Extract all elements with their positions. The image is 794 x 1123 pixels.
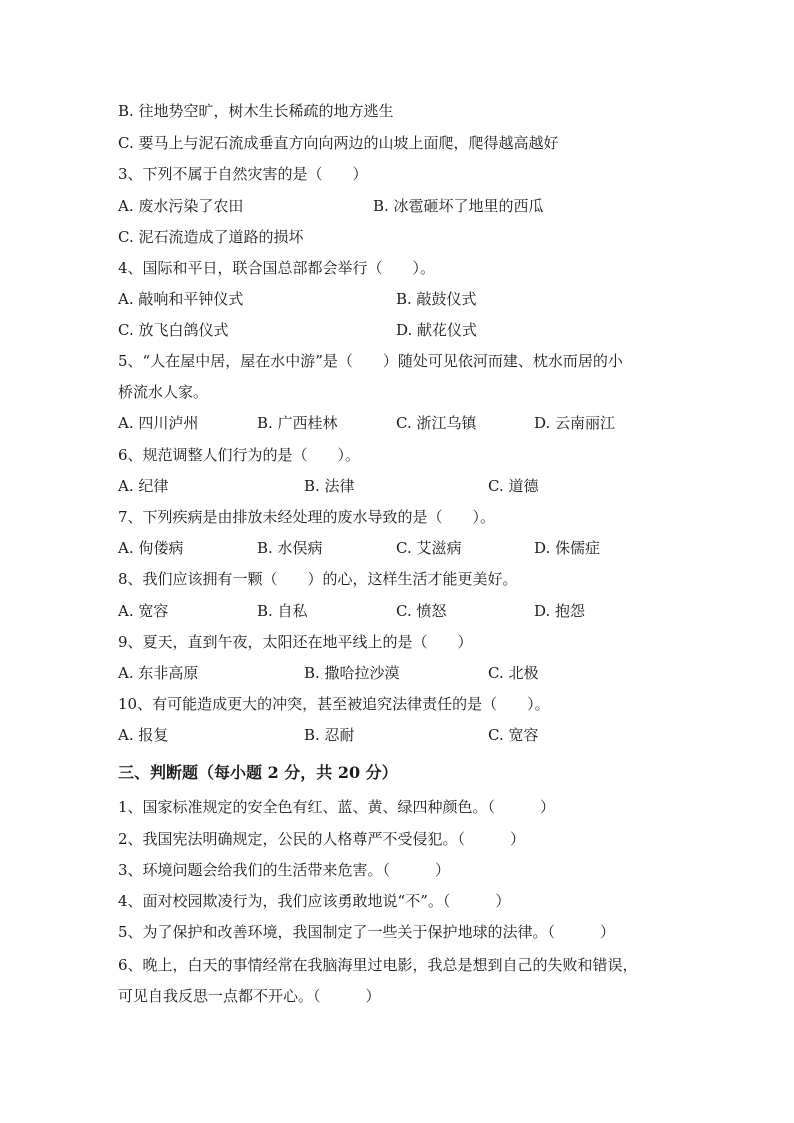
q4-option-a: A. 敲响和平钟仪式 — [118, 290, 244, 308]
question-8: 8、我们应该拥有一颗（ ）的心，这样生活才能更美好。 — [118, 570, 518, 588]
q5-option-c: C. 浙江乌镇 — [396, 414, 477, 432]
question-9: 9、夏天，直到午夜，太阳还在地平线上的是（ ） — [118, 633, 473, 651]
q4-option-c: C. 放飞白鸽仪式 — [118, 321, 229, 339]
q2-option-c: C. 要马上与泥石流成垂直方向向两边的山坡上面爬，爬得越高越好 — [118, 134, 559, 152]
q3-option-b: B. 冰雹砸坏了地里的西瓜 — [373, 197, 544, 215]
q7-option-a: A. 佝偻病 — [118, 539, 184, 557]
q10-option-b: B. 忍耐 — [304, 726, 355, 744]
q10-option-c: C. 宽容 — [488, 726, 539, 744]
q8-option-b: B. 自私 — [257, 602, 308, 620]
judgement-3: 3、环境问题会给我们的生活带来危害。（ ） — [118, 861, 451, 879]
judgement-4: 4、面对校园欺凌行为，我们应该勇敢地说“不”。（ ） — [118, 892, 511, 910]
judgement-6-line-2: 可见自我反思一点都不开心。（ ） — [118, 987, 381, 1005]
q9-option-c: C. 北极 — [488, 664, 539, 682]
question-6: 6、规范调整人们行为的是（ ）。 — [118, 446, 361, 464]
q4-option-d: D. 献花仪式 — [396, 321, 478, 339]
q6-option-b: B. 法律 — [304, 477, 355, 495]
q10-option-a: A. 报复 — [118, 726, 169, 744]
q5-option-d: D. 云南丽江 — [534, 414, 616, 432]
q4-option-b: B. 敲鼓仪式 — [396, 290, 477, 308]
question-5-line-2: 桥流水人家。 — [118, 383, 209, 401]
q6-option-a: A. 纪律 — [118, 477, 169, 495]
section-3-heading: 三、判断题（每小题 2 分，共 20 分） — [118, 763, 398, 782]
judgement-2: 2、我国宪法明确规定，公民的人格尊严不受侵犯。（ ） — [118, 830, 526, 848]
question-4: 4、国际和平日，联合国总部都会举行（ ）。 — [118, 259, 436, 277]
q5-option-b: B. 广西桂林 — [257, 414, 338, 432]
q6-option-c: C. 道德 — [488, 477, 539, 495]
q7-option-c: C. 艾滋病 — [396, 539, 462, 557]
q3-option-a: A. 废水污染了农田 — [118, 197, 244, 215]
q2-option-b: B. 往地势空旷，树木生长稀疏的地方逃生 — [118, 102, 394, 120]
q8-option-c: C. 愤怒 — [396, 602, 447, 620]
q3-option-c: C. 泥石流造成了道路的损坏 — [118, 228, 304, 246]
q8-option-d: D. 抱怨 — [534, 602, 586, 620]
q5-option-a: A. 四川泸州 — [118, 414, 199, 432]
q8-option-a: A. 宽容 — [118, 602, 169, 620]
question-7: 7、下列疾病是由排放未经处理的废水导致的是（ ）。 — [118, 508, 496, 526]
question-10: 10、有可能造成更大的冲突，甚至被追究法律责任的是（ ）。 — [118, 695, 550, 713]
judgement-5: 5、为了保护和改善环境，我国制定了一些关于保护地球的法律。（ ） — [118, 923, 616, 941]
judgement-1: 1、国家标准规定的安全色有红、蓝、黄、绿四种颜色。（ ） — [118, 798, 556, 816]
question-3: 3、下列不属于自然灾害的是（ ） — [118, 165, 368, 183]
q7-option-d: D. 侏儒症 — [534, 539, 601, 557]
q9-option-b: B. 撒哈拉沙漠 — [304, 664, 400, 682]
question-5-line-1: 5、“人在屋中居，屋在水中游”是（ ）随处可见依河而建、枕水而居的小 — [118, 352, 623, 370]
q7-option-b: B. 水俣病 — [257, 539, 323, 557]
judgement-6-line-1: 6、晚上，白天的事情经常在我脑海里过电影，我总是想到自己的失败和错误， — [118, 956, 638, 974]
q9-option-a: A. 东非高原 — [118, 664, 199, 682]
